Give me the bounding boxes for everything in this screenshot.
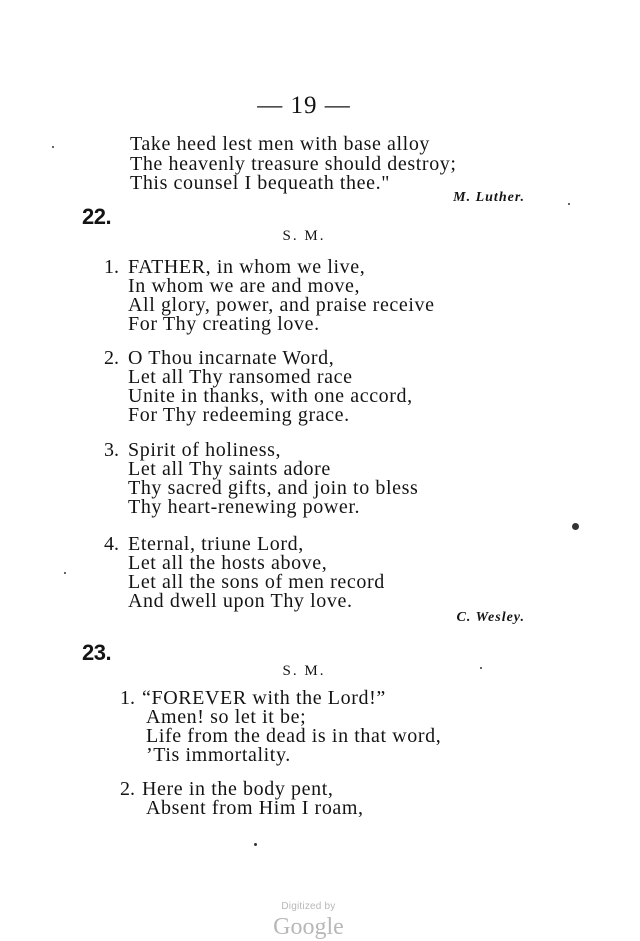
digitized-watermark: [0, 878, 608, 941]
verse-line: For Thy redeeming grace.: [128, 404, 350, 426]
verse-number: 1.: [120, 687, 135, 709]
verse-line: Life from the dead is in that word,: [146, 725, 442, 747]
scan-speck: [480, 667, 482, 669]
scan-speck: [64, 572, 66, 574]
scan-speck: [572, 523, 579, 530]
verse-line: For Thy creating love.: [128, 313, 320, 335]
verse-number: 1.: [104, 256, 119, 278]
verse-line: Thy sacred gifts, and join to bless: [128, 477, 419, 499]
google-logo: Google: [273, 914, 344, 940]
verse-line: The heavenly treasure should destroy;: [130, 153, 457, 175]
watermark-prefix: Digitized by: [281, 901, 336, 912]
verse-line: ’Tis immortality.: [146, 744, 291, 766]
scan-speck: [52, 146, 54, 148]
verse-number: 2.: [104, 347, 119, 369]
verse-line: Eternal, triune Lord,: [128, 533, 304, 555]
verse-line: Let all the hosts above,: [128, 552, 328, 574]
hymn-meter: S. M.: [282, 663, 326, 679]
verse-line: Let all the sons of men record: [128, 571, 385, 593]
scan-speck: [254, 843, 257, 846]
verse-number: 2.: [120, 778, 135, 800]
verse-line: Absent from Him I roam,: [146, 797, 364, 819]
author-attribution: M. Luther.: [453, 190, 525, 205]
verse-line: Let all Thy ransomed race: [128, 366, 353, 388]
hymn-number: 22.: [82, 204, 112, 229]
verse-line: Thy heart-renewing power.: [128, 496, 361, 518]
page-number: — 19 —: [257, 92, 351, 119]
verse-line: O Thou incarnate Word,: [128, 347, 335, 369]
verse-line: And dwell upon Thy love.: [128, 590, 353, 612]
verse-line: This counsel I bequeath thee.": [130, 172, 390, 194]
author-attribution: C. Wesley.: [456, 610, 525, 625]
verse-number: 3.: [104, 439, 119, 461]
verse-line: In whom we are and move,: [128, 275, 361, 297]
verse-line: Here in the body pent,: [142, 778, 334, 800]
verse-line: All glory, power, and praise receive: [128, 294, 435, 316]
verse-line: Unite in thanks, with one accord,: [128, 385, 413, 407]
verse-line: Spirit of holiness,: [128, 439, 282, 461]
hymn-meter: S. M.: [282, 228, 326, 244]
verse-line: Amen! so let it be;: [146, 706, 307, 728]
verse-line: “FOREVER with the Lord!”: [142, 687, 386, 709]
verse-line: FATHER, in whom we live,: [128, 256, 366, 278]
scan-speck: [568, 203, 570, 205]
verse-line: Let all Thy saints adore: [128, 458, 331, 480]
verse-line: Take heed lest men with base alloy: [130, 133, 431, 155]
hymn-number: 23.: [82, 640, 112, 665]
verse-number: 4.: [104, 533, 119, 555]
